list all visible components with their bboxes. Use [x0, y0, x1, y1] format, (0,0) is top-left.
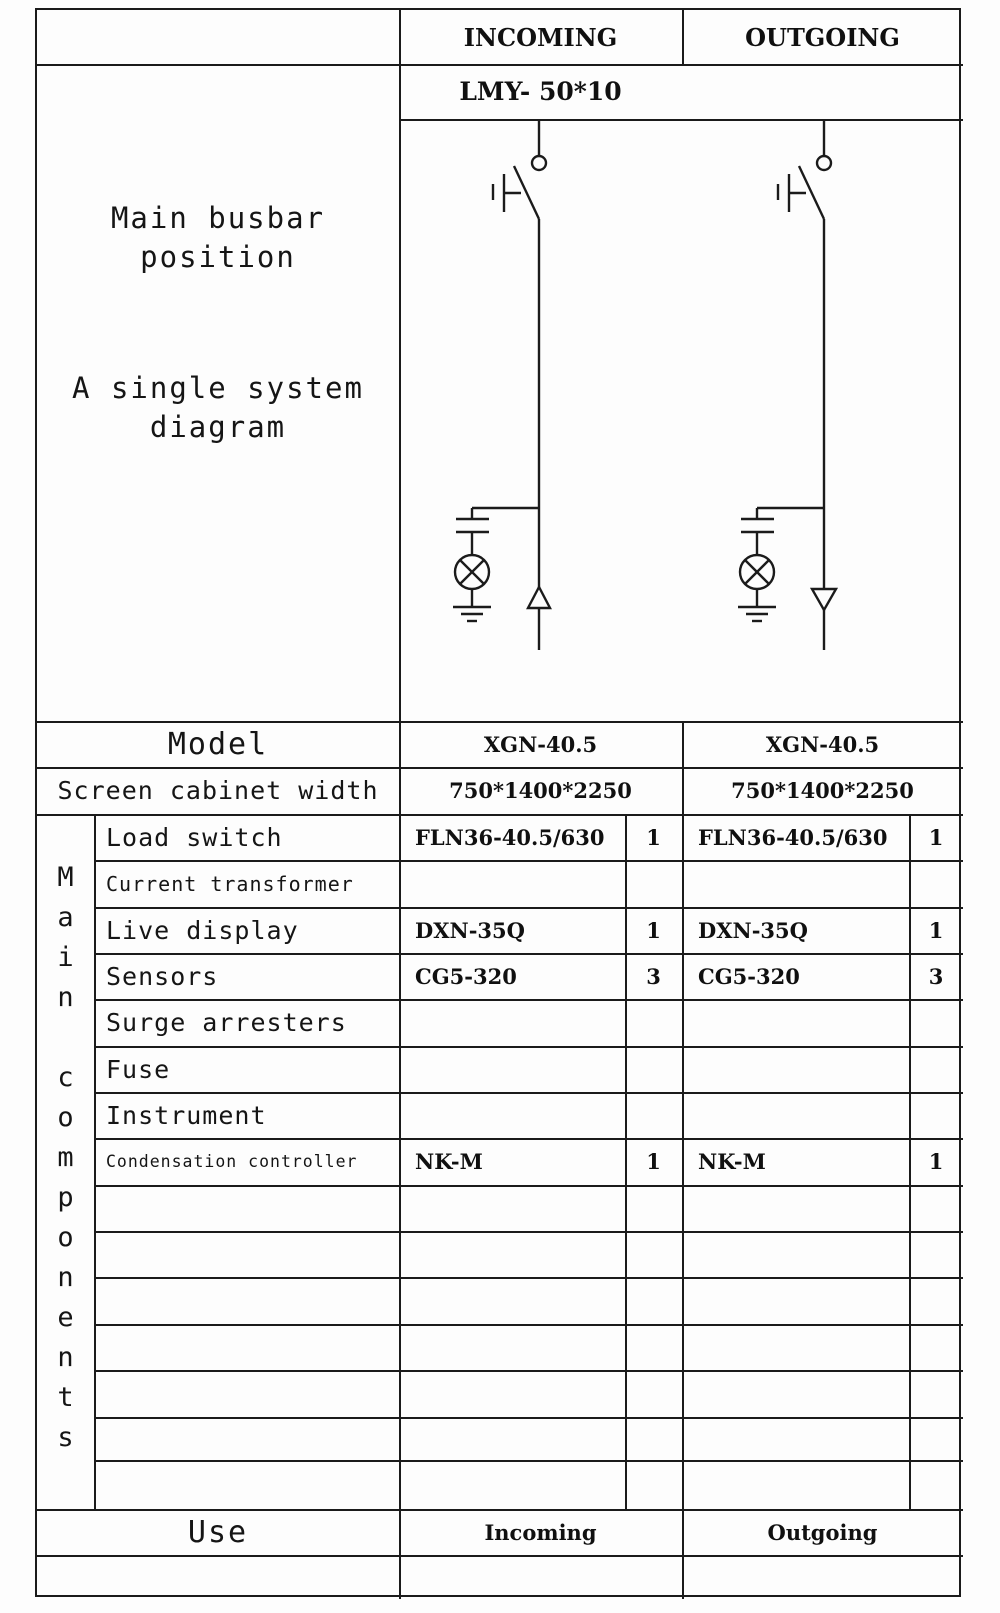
- outgoing-qty: [909, 1046, 963, 1092]
- outgoing-feeder-diagram: [738, 119, 836, 650]
- incoming-type: NK-M: [415, 1149, 483, 1174]
- component-label: Condensation controller: [106, 1152, 358, 1171]
- table-row: [94, 907, 963, 953]
- component-label: Live display: [106, 915, 299, 945]
- component-label: Instrument: [106, 1100, 267, 1130]
- arrow-up-icon: [528, 587, 550, 608]
- incoming-qty: 1: [646, 824, 661, 850]
- outgoing-qty: 1: [928, 917, 944, 943]
- outgoing-qty: 1: [928, 1149, 944, 1174]
- incoming-qty: [625, 1277, 682, 1324]
- incoming-qty: [625, 1185, 682, 1231]
- model-row-label: Model: [167, 726, 269, 762]
- component-label: [94, 1417, 399, 1460]
- incoming-feeder-diagram: [453, 119, 550, 650]
- table-row: [94, 1231, 963, 1277]
- incoming-type: [399, 1046, 625, 1092]
- outgoing-type: [682, 1092, 909, 1138]
- incoming-qty: [625, 1092, 682, 1138]
- component-label: Surge arresters: [106, 1008, 347, 1037]
- outgoing-qty: [909, 1231, 963, 1277]
- outgoing-type: DXN-35Q: [698, 917, 808, 943]
- cabinet-outgoing-value: 750*1400*2250: [731, 778, 914, 803]
- switch-contact-icon: [817, 156, 831, 170]
- outgoing-qty: [909, 1370, 963, 1417]
- model-outgoing-value: XGN-40.5: [765, 731, 880, 757]
- outgoing-type: [682, 1277, 909, 1324]
- incoming-type: [399, 1417, 625, 1460]
- outgoing-type: [682, 1417, 909, 1460]
- components-group-cell: [37, 814, 94, 1509]
- outgoing-qty: [909, 1417, 963, 1460]
- outgoing-qty: [909, 1460, 963, 1509]
- arrow-down-icon: [812, 589, 836, 610]
- outgoing-qty: [909, 999, 963, 1046]
- table-row: [94, 1138, 963, 1185]
- model-incoming-value: XGN-40.5: [483, 731, 598, 757]
- outgoing-type: [682, 860, 909, 907]
- outgoing-qty: [909, 1185, 963, 1231]
- incoming-qty: [625, 999, 682, 1046]
- left-panel: [37, 64, 399, 721]
- incoming-type: [399, 1185, 625, 1231]
- incoming-qty: [625, 1417, 682, 1460]
- cabinet-incoming-value: 750*1400*2250: [449, 778, 632, 803]
- incoming-type: [399, 1277, 625, 1324]
- table-row: [94, 1092, 963, 1138]
- switch-contact-icon: [532, 156, 546, 170]
- use-row-label: Use: [187, 1514, 249, 1550]
- incoming-type: [399, 1324, 625, 1370]
- table-row: [94, 953, 963, 999]
- incoming-qty: [625, 1460, 682, 1509]
- single-system-diagram-label: A single system diagram: [72, 371, 364, 445]
- table-row: [94, 814, 963, 860]
- outgoing-qty: 3: [928, 963, 944, 989]
- component-label: [94, 1185, 399, 1231]
- incoming-qty: [625, 1231, 682, 1277]
- column-header-incoming: INCOMING: [463, 22, 618, 52]
- outgoing-qty: [909, 1324, 963, 1370]
- outgoing-type: [682, 1370, 909, 1417]
- empty-footer-row: [37, 1555, 963, 1599]
- table-row: [94, 1277, 963, 1324]
- table-row: [94, 1185, 963, 1231]
- incoming-type: CG5-320: [415, 963, 517, 989]
- use-outgoing-value: Outgoing: [767, 1519, 878, 1545]
- components-group-label: Main components: [50, 861, 81, 1462]
- outgoing-type: [682, 1231, 909, 1277]
- column-header-outgoing: OUTGOING: [745, 22, 900, 52]
- outgoing-type: [682, 999, 909, 1046]
- incoming-qty: [625, 1370, 682, 1417]
- outgoing-type: FLN36-40.5/630: [698, 824, 888, 850]
- incoming-qty: [625, 1046, 682, 1092]
- incoming-type: [399, 1231, 625, 1277]
- outgoing-type: [682, 1324, 909, 1370]
- component-label: [94, 1324, 399, 1370]
- incoming-type: [399, 860, 625, 907]
- component-label: [94, 1370, 399, 1417]
- table-row: [94, 1417, 963, 1460]
- incoming-type: [399, 1092, 625, 1138]
- component-label: Sensors: [106, 961, 219, 991]
- outgoing-qty: [909, 1277, 963, 1324]
- component-label: Fuse: [106, 1054, 171, 1084]
- busbar-position-label: Main busbar position: [110, 201, 326, 275]
- table-row: [94, 1046, 963, 1092]
- incoming-type: [399, 999, 625, 1046]
- incoming-type: FLN36-40.5/630: [415, 824, 605, 850]
- use-incoming-value: Incoming: [484, 1519, 597, 1545]
- table-row: [94, 999, 963, 1046]
- table-row: [94, 1370, 963, 1417]
- incoming-type: DXN-35Q: [415, 917, 525, 943]
- table-row: [94, 1460, 963, 1509]
- component-label: [94, 1231, 399, 1277]
- incoming-qty: 1: [646, 917, 661, 943]
- component-label: [94, 1460, 399, 1509]
- outgoing-type: NK-M: [698, 1149, 766, 1174]
- component-label: Load switch: [106, 822, 283, 852]
- outgoing-qty: 1: [928, 824, 944, 850]
- spec-table: [35, 8, 961, 1597]
- cabinet-row-label: Screen cabinet width: [57, 776, 379, 805]
- table-row: [94, 860, 963, 907]
- incoming-type: [399, 1370, 625, 1417]
- outgoing-type: [682, 1185, 909, 1231]
- component-label: [94, 1277, 399, 1324]
- incoming-qty: 1: [646, 1149, 661, 1174]
- incoming-type: [399, 1460, 625, 1509]
- table-row: [94, 1324, 963, 1370]
- busbar-spec: LMY- 50*10: [459, 77, 622, 106]
- incoming-qty: [625, 860, 682, 907]
- single-line-diagram: [399, 119, 963, 721]
- incoming-qty: 3: [646, 963, 661, 989]
- incoming-qty: [625, 1324, 682, 1370]
- outgoing-qty: [909, 1092, 963, 1138]
- component-label: Current transformer: [106, 871, 354, 896]
- outgoing-type: [682, 1460, 909, 1509]
- outgoing-type: CG5-320: [698, 963, 800, 989]
- outgoing-type: [682, 1046, 909, 1092]
- outgoing-qty: [909, 860, 963, 907]
